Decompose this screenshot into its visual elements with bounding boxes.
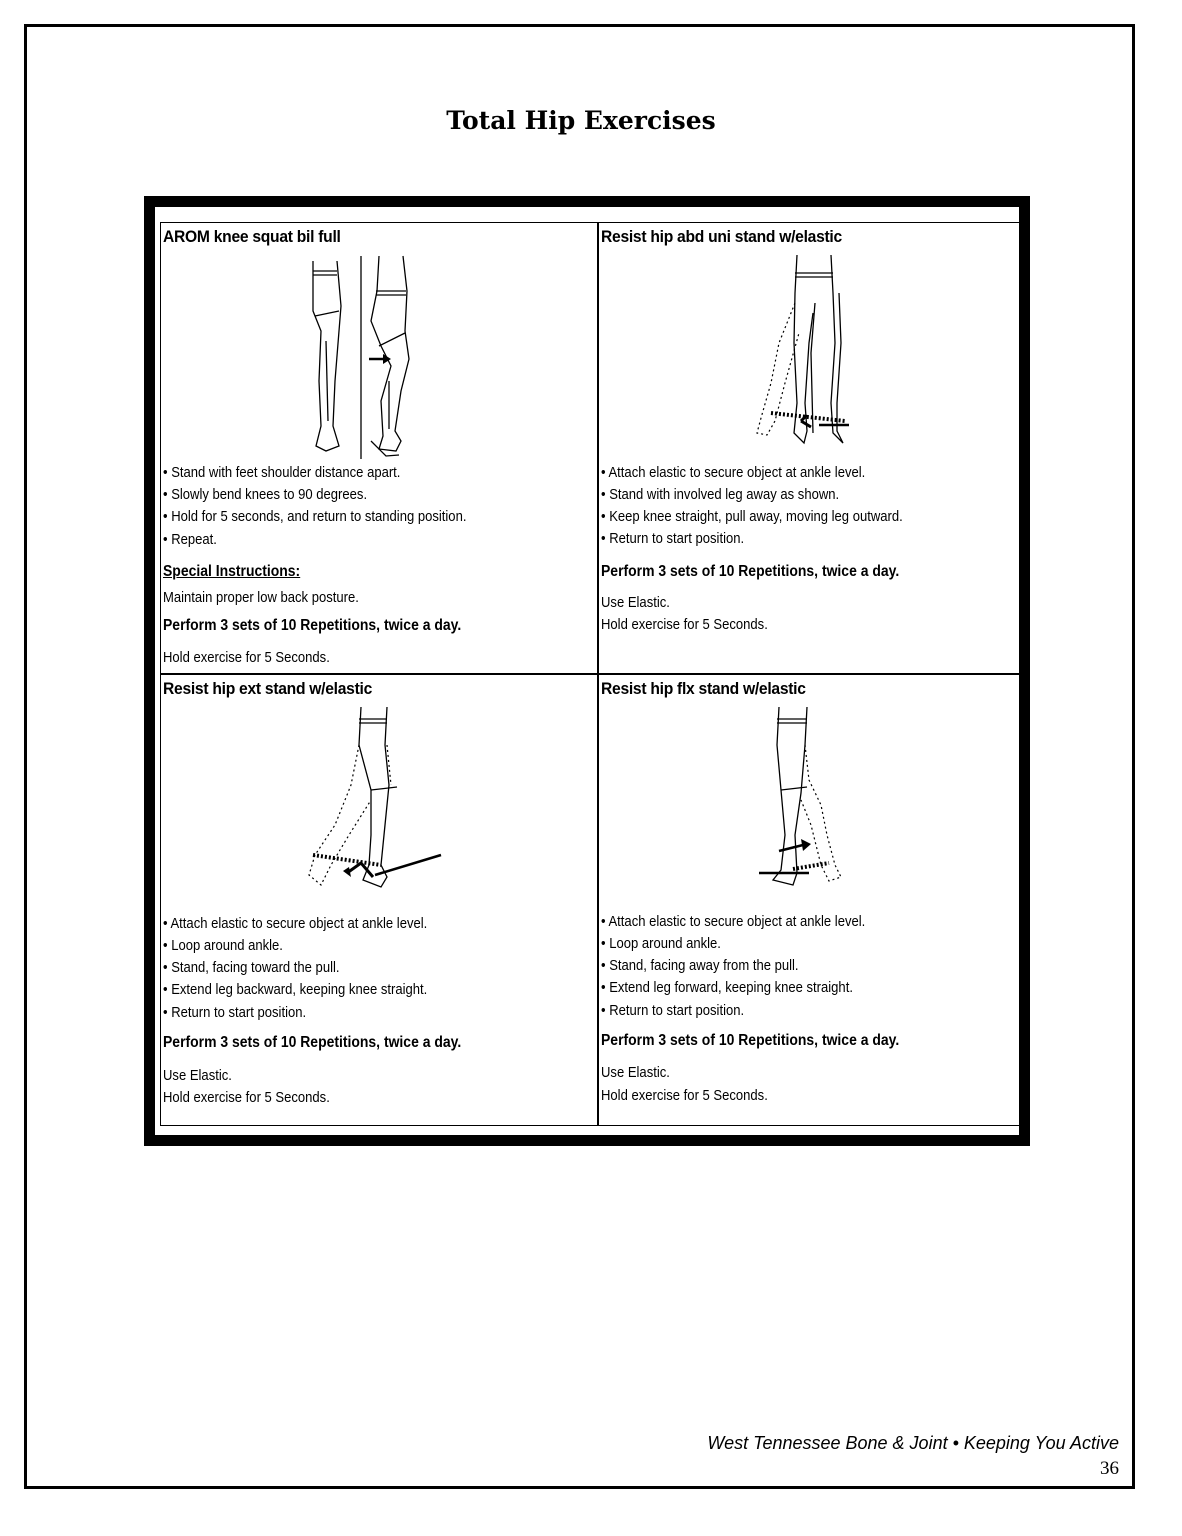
exercise-title: AROM knee squat bil full (163, 227, 341, 246)
knee-squat-illustration (291, 251, 431, 461)
hip-abduction-illustration (749, 253, 859, 453)
page-title: Total Hip Exercises (446, 106, 716, 135)
step-line: • Hold for 5 seconds, and return to standing position. (163, 509, 467, 525)
hold-instruction: Hold exercise for 5 Seconds. (163, 650, 330, 666)
step-line: • Stand with feet shoulder distance apart. (163, 465, 401, 481)
step-line: • Return to start position. (601, 531, 745, 547)
step-line: • Keep knee straight, pull away, moving leg outward. (601, 509, 903, 525)
step-line: • Loop around ankle. (601, 936, 721, 952)
exercise-card-hip-abduction (599, 223, 1025, 673)
perform-instruction: Perform 3 sets of 10 Repetitions, twice a day. (601, 563, 900, 580)
perform-instruction: Perform 3 sets of 10 Repetitions, twice a day. (601, 1032, 900, 1049)
hip-flexion-illustration (749, 705, 869, 895)
exercise-sheet (144, 196, 1030, 1146)
exercise-card-knee-squat (161, 223, 597, 673)
step-line: • Stand with involved leg away as shown. (601, 487, 840, 503)
step-line: • Return to start position. (601, 1003, 745, 1019)
step-line: • Extend leg backward, keeping knee straight. (163, 982, 428, 998)
exercise-card-hip-extension (161, 675, 597, 1127)
step-line: • Return to start position. (163, 1005, 307, 1021)
page-number: 36 (1100, 1458, 1119, 1479)
special-instructions-text: Maintain proper low back posture. (163, 590, 359, 606)
exercise-card-hip-flexion (599, 675, 1025, 1127)
step-line: • Attach elastic to secure object at ankle level. (601, 465, 866, 481)
perform-instruction: Perform 3 sets of 10 Repetitions, twice a day. (163, 1034, 462, 1051)
use-instruction: Use Elastic. (601, 1065, 670, 1081)
exercise-title: Resist hip ext stand w/elastic (163, 679, 373, 698)
hold-instruction: Hold exercise for 5 Seconds. (601, 617, 768, 633)
step-line: • Attach elastic to secure object at ankle level. (601, 914, 866, 930)
use-instruction: Use Elastic. (601, 595, 670, 611)
step-line: • Stand, facing toward the pull. (163, 960, 340, 976)
step-line: • Attach elastic to secure object at ankle level. (163, 916, 428, 932)
step-line: • Slowly bend knees to 90 degrees. (163, 487, 368, 503)
hip-extension-illustration (291, 705, 451, 895)
hold-instruction: Hold exercise for 5 Seconds. (163, 1090, 330, 1106)
footer-tagline: West Tennessee Bone & Joint • Keeping You Active (707, 1433, 1119, 1453)
step-line: • Stand, facing away from the pull. (601, 958, 799, 974)
perform-instruction: Perform 3 sets of 10 Repetitions, twice a day. (163, 617, 462, 634)
step-line: • Loop around ankle. (163, 938, 283, 954)
use-instruction: Use Elastic. (163, 1068, 232, 1084)
exercise-title: Resist hip flx stand w/elastic (601, 679, 806, 698)
exercise-title: Resist hip abd uni stand w/elastic (601, 227, 842, 246)
hold-instruction: Hold exercise for 5 Seconds. (601, 1088, 768, 1104)
step-line: • Repeat. (163, 532, 217, 548)
special-instructions-heading: Special Instructions: (163, 563, 301, 580)
exercise-grid (160, 222, 1024, 1126)
step-line: • Extend leg forward, keeping knee straight. (601, 980, 853, 996)
